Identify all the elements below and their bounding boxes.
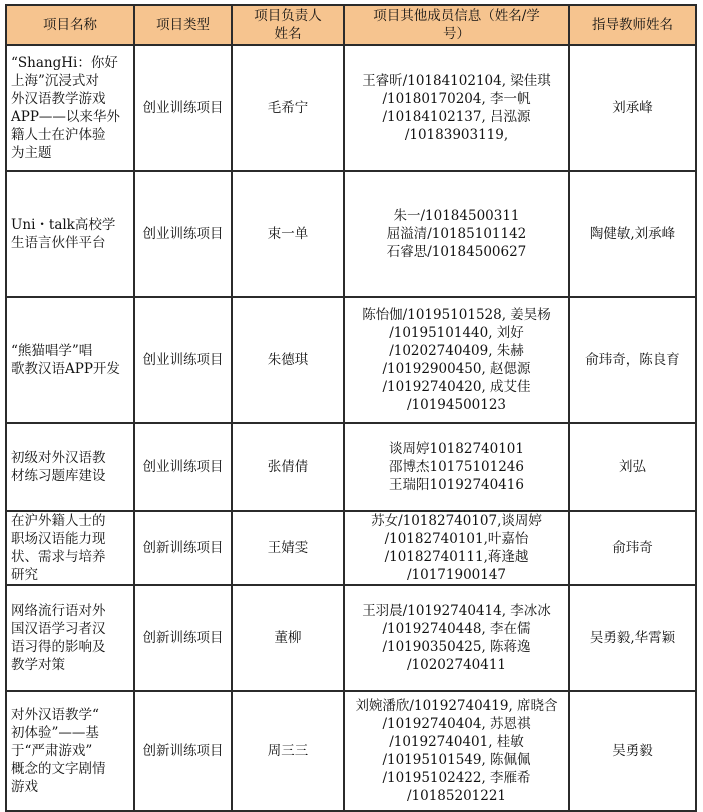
table-row <box>6 423 696 511</box>
project-leader-cell: 周三三 <box>232 691 344 811</box>
project-leader-cell: 毛希宁 <box>232 45 344 171</box>
advisor-cell: 陶健敏,刘承峰 <box>569 171 696 297</box>
advisor-cell: 俞玮奇，陈良育 <box>569 297 696 423</box>
project-name-cell: 对外汉语教学“ 初体验”——基 于“严肃游戏” 概念的文字剧情 游戏 <box>6 691 134 811</box>
project-type-cell: 创业训练项目 <box>134 171 232 297</box>
project-members-cell: 陈怡伽/10195101528, 姜昊杨 /10195101440, 刘好 /10202740409, 朱赫 /10192900450, 赵偲源 /10192740420, 成艾佳 /10194500123 <box>344 297 569 423</box>
project-type-cell: 创业训练项目 <box>134 423 232 511</box>
advisor-cell: 刘弘 <box>569 423 696 511</box>
project-members-cell: 王羽晨/10192740414, 李冰冰 /10192740448, 李在儒 /10190350425, 陈蒋逸 /10202740411 <box>344 585 569 691</box>
project-name-cell: 在沪外籍人士的 职场汉语能力现 状、需求与培养 研究 <box>6 511 134 585</box>
project-members-cell: 刘婉潘欣/10192740419, 席晓含 /10192740404, 苏恩祺 /10192740401, 桂敏 /10195101549, 陈佩佩 /10195102422, 李雁希 /10185201221 <box>344 691 569 811</box>
project-name-cell: 初级对外汉语教 材练习题库建设 <box>6 423 134 511</box>
header-project-name: 项目名称 <box>6 5 134 45</box>
table-row <box>6 511 696 585</box>
project-type-cell: 创业训练项目 <box>134 45 232 171</box>
project-leader-cell: 董柳 <box>232 585 344 691</box>
project-members-cell: 朱一/10184500311 屈溢清/10185101142 石睿思/10184500627 <box>344 171 569 297</box>
project-type-cell: 创业训练项目 <box>134 297 232 423</box>
project-leader-cell: 朱德琪 <box>232 297 344 423</box>
project-name-cell: “熊猫唱学”唱 歌教汉语APP开发 <box>6 297 134 423</box>
table-row <box>6 297 696 423</box>
project-type-cell: 创新训练项目 <box>134 585 232 691</box>
project-type-cell: 创新训练项目 <box>134 511 232 585</box>
header-project-leader: 项目负责人 姓名 <box>232 5 344 45</box>
advisor-cell: 刘承峰 <box>569 45 696 171</box>
project-members-cell: 谈周婷10182740101 邵博杰10175101246 王瑞阳10192740416 <box>344 423 569 511</box>
project-type-cell: 创新训练项目 <box>134 691 232 811</box>
table-row <box>6 691 696 811</box>
project-leader-cell: 束一单 <box>232 171 344 297</box>
advisor-cell: 吴勇毅,华霄颖 <box>569 585 696 691</box>
project-leader-cell: 张倩倩 <box>232 423 344 511</box>
header-project-members: 项目其他成员信息（姓名/学 号） <box>344 5 569 45</box>
header-project-type: 项目类型 <box>134 5 232 45</box>
table-row <box>6 585 696 691</box>
table-row <box>6 171 696 297</box>
advisor-cell: 俞玮奇 <box>569 511 696 585</box>
project-name-cell: 网络流行语对外 国汉语学习者汉 语习得的影响及 教学对策 <box>6 585 134 691</box>
header-row <box>6 5 696 45</box>
project-name-cell: “ShangHi：你好 上海”沉浸式对 外汉语教学游戏 APP——以来华外 籍人士在沪体验 为主题 <box>6 45 134 171</box>
project-name-cell: Uni・talk高校学 生语言伙伴平台 <box>6 171 134 297</box>
project-leader-cell: 王婧雯 <box>232 511 344 585</box>
advisor-cell: 吴勇毅 <box>569 691 696 811</box>
project-members-cell: 苏女/10182740107,谈周婷 /10182740101,叶嘉怡 /10182740111,蒋逢越 /10171900147 <box>344 511 569 585</box>
project-members-cell: 王睿昕/10184102104, 梁佳琪 /10180170204, 李一帆 /10184102137, 吕泓源 /10183903119, <box>344 45 569 171</box>
table-row <box>6 45 696 171</box>
header-advisor: 指导教师姓名 <box>569 5 696 45</box>
projects-table <box>5 4 697 812</box>
